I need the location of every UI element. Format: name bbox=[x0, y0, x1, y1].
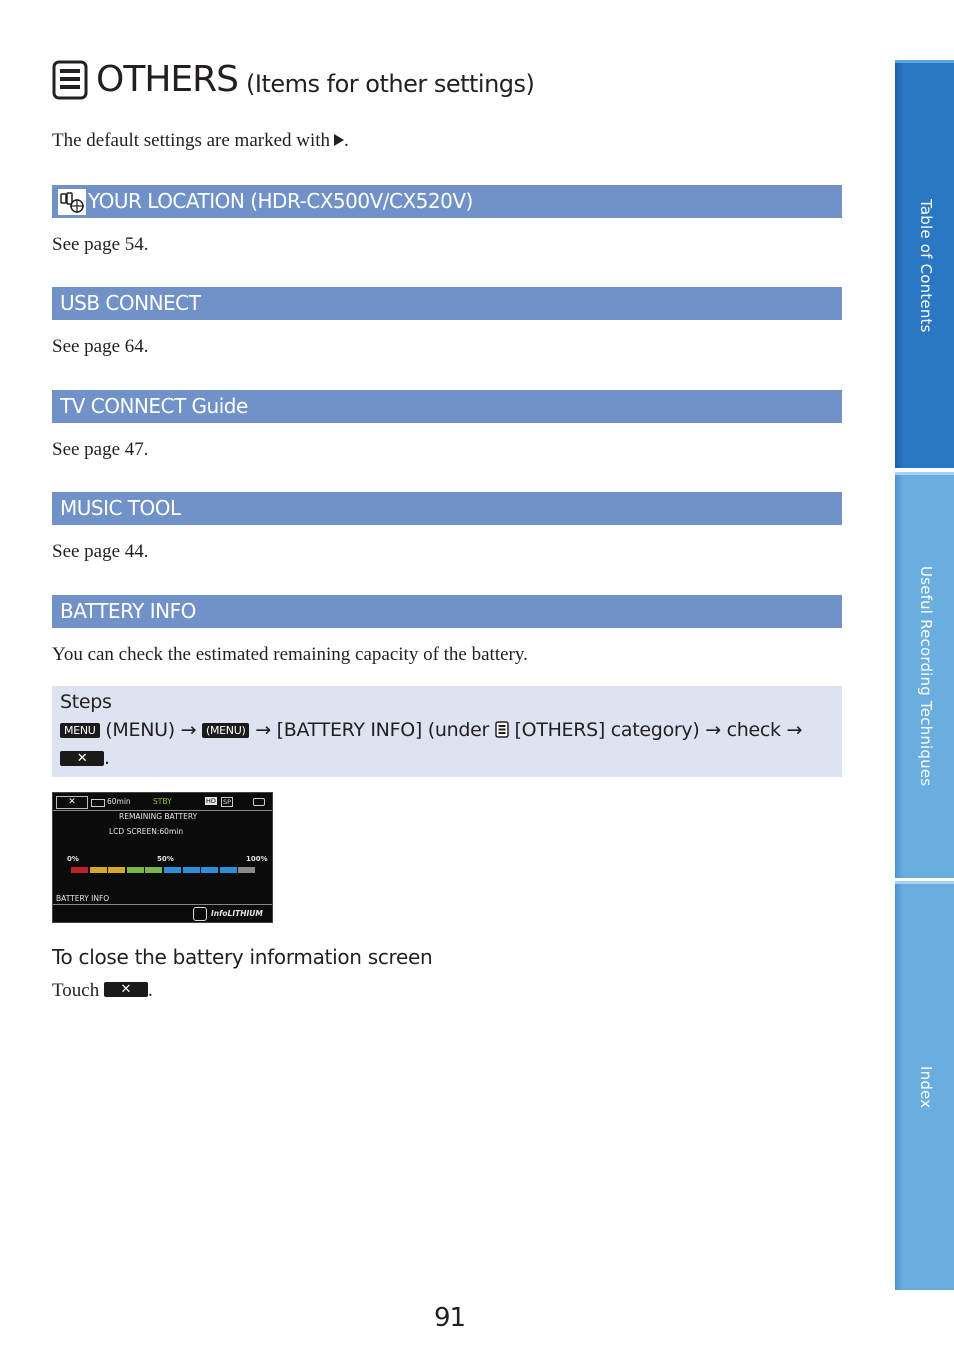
side-tab-index[interactable] bbox=[895, 881, 954, 1290]
default-marker-icon bbox=[334, 134, 344, 146]
steps-check-text: check bbox=[726, 719, 781, 741]
lcd-gauge-segment bbox=[145, 867, 162, 873]
lcd-gauge-segment bbox=[164, 867, 181, 873]
lcd-gauge-segment bbox=[238, 867, 255, 873]
lcd-gauge-segment bbox=[220, 867, 237, 873]
close-info-touch: Touch bbox=[52, 980, 100, 1001]
default-note-suffix: . bbox=[344, 130, 349, 151]
info-icon bbox=[193, 907, 207, 921]
lcd-footer-label: BATTERY INFO bbox=[56, 894, 110, 903]
section-body: See page 54. bbox=[52, 234, 149, 255]
steps-end: . bbox=[104, 747, 110, 769]
lcd-card-icon bbox=[253, 798, 265, 806]
default-note-text: The default settings are marked with bbox=[52, 130, 331, 151]
close-info-line bbox=[52, 980, 153, 1002]
lcd-scale-50: 50% bbox=[157, 855, 174, 863]
menu-button-icon: (MENU) bbox=[202, 723, 250, 738]
steps-others-text: [OTHERS] category) bbox=[514, 719, 700, 741]
page-title bbox=[52, 60, 534, 100]
section-heading-text: TV CONNECT Guide bbox=[60, 394, 248, 418]
lcd-gauge-segment bbox=[127, 867, 144, 873]
lcd-battery-time: 60min bbox=[107, 797, 131, 806]
lcd-status: STBY bbox=[153, 797, 172, 806]
others-menu-icon bbox=[52, 60, 88, 100]
section-body: You can check the estimated remaining capacity of the battery. bbox=[52, 644, 528, 665]
lcd-quality: HD bbox=[206, 797, 216, 805]
side-tab-label: Table of Contents bbox=[917, 198, 935, 333]
section-heading-usb-connect bbox=[52, 287, 842, 320]
side-tab-useful-recording-techniques[interactable] bbox=[895, 472, 954, 878]
side-tab-label: Useful Recording Techniques bbox=[917, 566, 935, 787]
lcd-gauge-segment bbox=[183, 867, 200, 873]
steps-line-1 bbox=[60, 716, 842, 744]
arrow-icon: → bbox=[255, 719, 271, 741]
close-info-end: . bbox=[147, 980, 153, 1001]
steps-label: Steps bbox=[60, 691, 112, 713]
lcd-scale-100: 100% bbox=[246, 855, 268, 863]
lcd-close-button: ✕ bbox=[56, 796, 88, 809]
menu-button-icon: MENU bbox=[60, 723, 100, 738]
page-number: 91 bbox=[434, 1303, 466, 1333]
section-heading-text: USB CONNECT bbox=[60, 291, 201, 315]
close-info-title: To close the battery information screen bbox=[52, 945, 433, 969]
battery-info-screen-image bbox=[52, 792, 273, 923]
lcd-remaining-label: REMAINING BATTERY bbox=[119, 812, 198, 821]
lcd-gauge-segment bbox=[90, 867, 107, 873]
steps-line-2 bbox=[60, 744, 842, 772]
lcd-gauge-segment bbox=[201, 867, 218, 873]
section-heading-battery-info bbox=[52, 595, 842, 628]
arrow-icon: → bbox=[705, 719, 721, 741]
section-heading-your-location bbox=[52, 185, 842, 218]
lcd-divider bbox=[53, 904, 272, 905]
section-heading-tv-connect bbox=[52, 390, 842, 423]
lcd-battery-icon bbox=[91, 799, 105, 807]
default-note bbox=[52, 130, 349, 152]
title-main: OTHERS bbox=[96, 59, 239, 100]
others-menu-icon bbox=[495, 721, 509, 738]
lcd-screen-time: LCD SCREEN:60min bbox=[109, 827, 184, 836]
lcd-brand: InfoLITHIUM bbox=[211, 909, 263, 918]
lcd-gauge-segment bbox=[108, 867, 125, 873]
section-heading-text: MUSIC TOOL bbox=[60, 496, 181, 520]
location-camera-icon bbox=[58, 189, 86, 215]
steps-box bbox=[52, 686, 842, 777]
section-heading-text: YOUR LOCATION (HDR-CX500V/CX520V) bbox=[88, 189, 473, 213]
steps-menu-text: (MENU) bbox=[105, 719, 175, 741]
arrow-icon: → bbox=[180, 719, 197, 741]
lcd-gauge-segment bbox=[71, 867, 88, 873]
title-subtitle: (Items for other settings) bbox=[246, 70, 535, 98]
steps-battery-text: [BATTERY INFO] (under bbox=[276, 719, 489, 741]
arrow-icon: → bbox=[786, 719, 803, 741]
section-body: See page 47. bbox=[52, 439, 149, 460]
section-heading-text: BATTERY INFO bbox=[60, 599, 196, 623]
side-tab-table-of-contents[interactable] bbox=[895, 60, 954, 468]
section-body: See page 64. bbox=[52, 336, 149, 357]
lcd-mode: SP bbox=[223, 798, 232, 806]
close-button-icon: ✕ bbox=[104, 982, 148, 997]
section-body: See page 44. bbox=[52, 541, 149, 562]
section-heading-music-tool bbox=[52, 492, 842, 525]
side-tab-label: Index bbox=[917, 1065, 935, 1109]
close-button-icon: ✕ bbox=[60, 751, 104, 766]
lcd-divider bbox=[53, 810, 272, 811]
lcd-scale-0: 0% bbox=[67, 855, 79, 863]
